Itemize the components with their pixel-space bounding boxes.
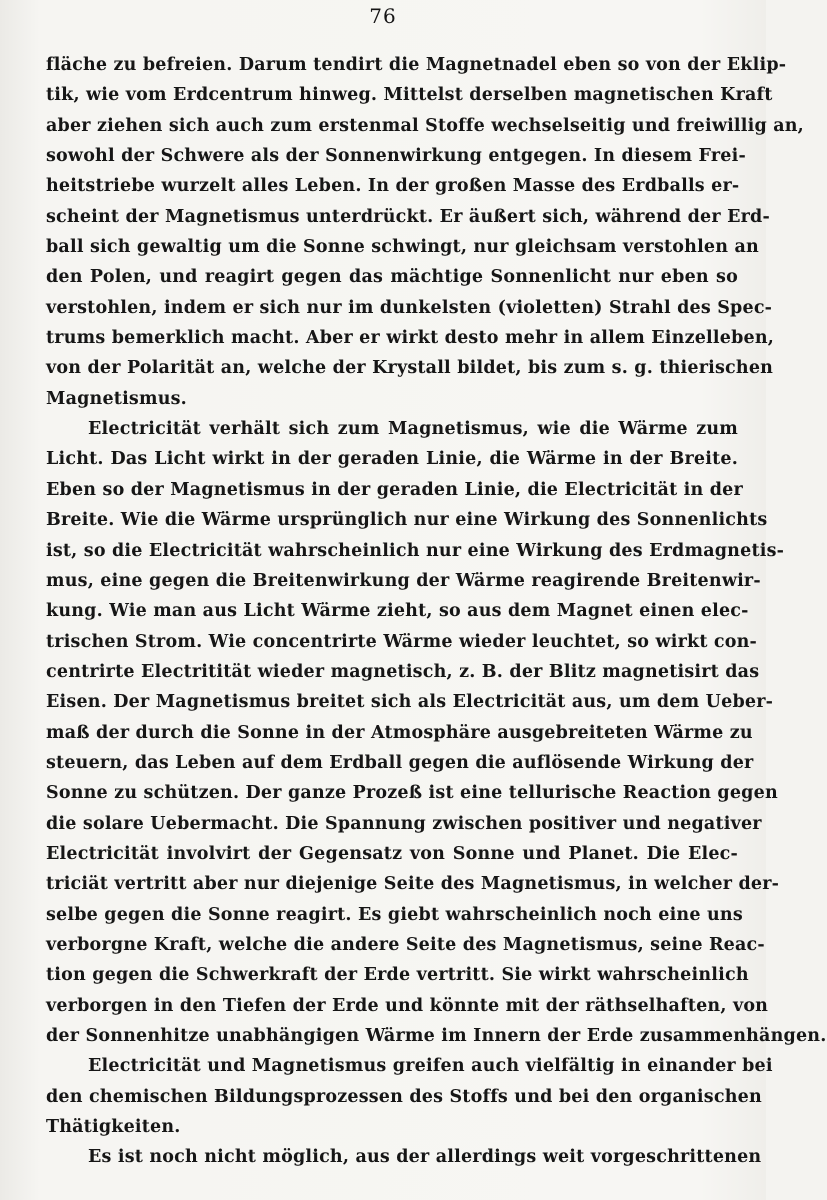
text-line: fläche zu befreien. Darum tendirt die Magnetnadel eben so von der Eklip- xyxy=(46,55,787,75)
text-line: Electricität verhält sich zum Magnetismus, wie die Wärme zum xyxy=(88,419,738,440)
text-line: Magnetismus. xyxy=(46,388,187,409)
text-line: Eisen. Der Magnetismus breitet sich als Electricität aus, um dem Ueber- xyxy=(46,692,774,713)
text-line: tion gegen die Schwerkraft der Erde vertritt. Sie wirkt wahrscheinlich xyxy=(46,965,749,986)
text-line: steuern, das Leben auf dem Erdball gegen die auflösende Wirkung der xyxy=(46,752,754,773)
text-line: ist, so die Electricität wahrscheinlich nur eine Wirkung des Erdmagnetis- xyxy=(46,540,785,561)
text-line: tik, wie vom Erdcentrum hinweg. Mittelst derselben magnetischen Kraft xyxy=(46,85,773,106)
text-line: Eben so der Magnetismus in der geraden Linie, die Electricität in der xyxy=(46,479,743,500)
text-line: ball sich gewaltig um die Sonne schwingt, nur gleichsam verstohlen an xyxy=(46,237,759,258)
text-line: von der Polarität an, welche der Krystall bildet, bis zum s. g. thierischen xyxy=(46,358,774,379)
text-line: verborgne Kraft, welche die andere Seite des Magnetismus, seine Reac- xyxy=(46,934,765,955)
text-line: den Polen, und reagirt gegen das mächtige Sonnenlicht nur eben so xyxy=(46,267,738,288)
text-line: selbe gegen die Sonne reagirt. Es giebt wahrscheinlich noch eine uns xyxy=(46,904,743,925)
text-line: trums bemerklich macht. Aber er wirkt desto mehr in allem Einzelleben, xyxy=(46,328,775,349)
text-line: Breite. Wie die Wärme ursprünglich nur eine Wirkung des Sonnenlichts xyxy=(46,510,768,531)
text-line: verborgen in den Tiefen der Erde und könnte mit der räthselhaften, von xyxy=(46,995,769,1016)
text-line: kung. Wie man aus Licht Wärme zieht, so aus dem Magnet einen elec- xyxy=(46,601,749,622)
text-line: centrirte Electritität wieder magnetisch, z. B. der Blitz magnetisirt das xyxy=(46,661,760,682)
page-number: 76 xyxy=(369,4,397,28)
text-line: Electricität und Magnetismus greifen auch vielfältig in einander bei xyxy=(88,1056,773,1077)
text-line: der Sonnenhitze unabhängigen Wärme im Innern der Erde zusammenhängen. xyxy=(46,1026,827,1046)
text-line: sowohl der Schwere als der Sonnenwirkung entgegen. In diesem Frei- xyxy=(46,146,746,167)
text-line: verstohlen, indem er sich nur im dunkelsten (violetten) Strahl des Spec- xyxy=(46,297,773,318)
text-line: Thätigkeiten. xyxy=(46,1117,181,1138)
text-line: scheint der Magnetismus unterdrückt. Er äußert sich, während der Erd- xyxy=(46,206,770,227)
text-line: heitstriebe wurzelt alles Leben. In der großen Masse des Erdballs er- xyxy=(46,176,740,197)
text-line: den chemischen Bildungsprozessen des Stoffs und bei den organischen xyxy=(46,1086,762,1107)
text-line: trischen Strom. Wie concentrirte Wärme wieder leuchtet, so wirkt con- xyxy=(46,631,758,652)
text-line: aber ziehen sich auch zum erstenmal Stoffe wechselseitig und freiwillig an, xyxy=(46,115,804,136)
text-line: maß der durch die Sonne in der Atmosphäre ausgebreiteten Wärme zu xyxy=(46,722,753,743)
text-line: Licht. Das Licht wirkt in der geraden Linie, die Wärme in der Breite. xyxy=(46,449,738,470)
body-text xyxy=(46,50,827,1173)
text-line: die solare Uebermacht. Die Spannung zwischen positiver und negativer xyxy=(46,813,762,834)
text-line: triciät vertritt aber nur diejenige Seite des Magnetismus, in welcher der- xyxy=(46,874,780,895)
text-line: mus, eine gegen die Breitenwirkung der Wärme reagirende Breitenwir- xyxy=(46,570,761,591)
text-line: Sonne zu schützen. Der ganze Prozeß ist eine tellurische Reaction gegen xyxy=(46,783,778,804)
text-line: Electricität involvirt der Gegensatz von Sonne und Planet. Die Elec- xyxy=(46,843,738,864)
text-line: Es ist noch nicht möglich, aus der allerdings weit vorgeschrittenen xyxy=(88,1147,762,1168)
